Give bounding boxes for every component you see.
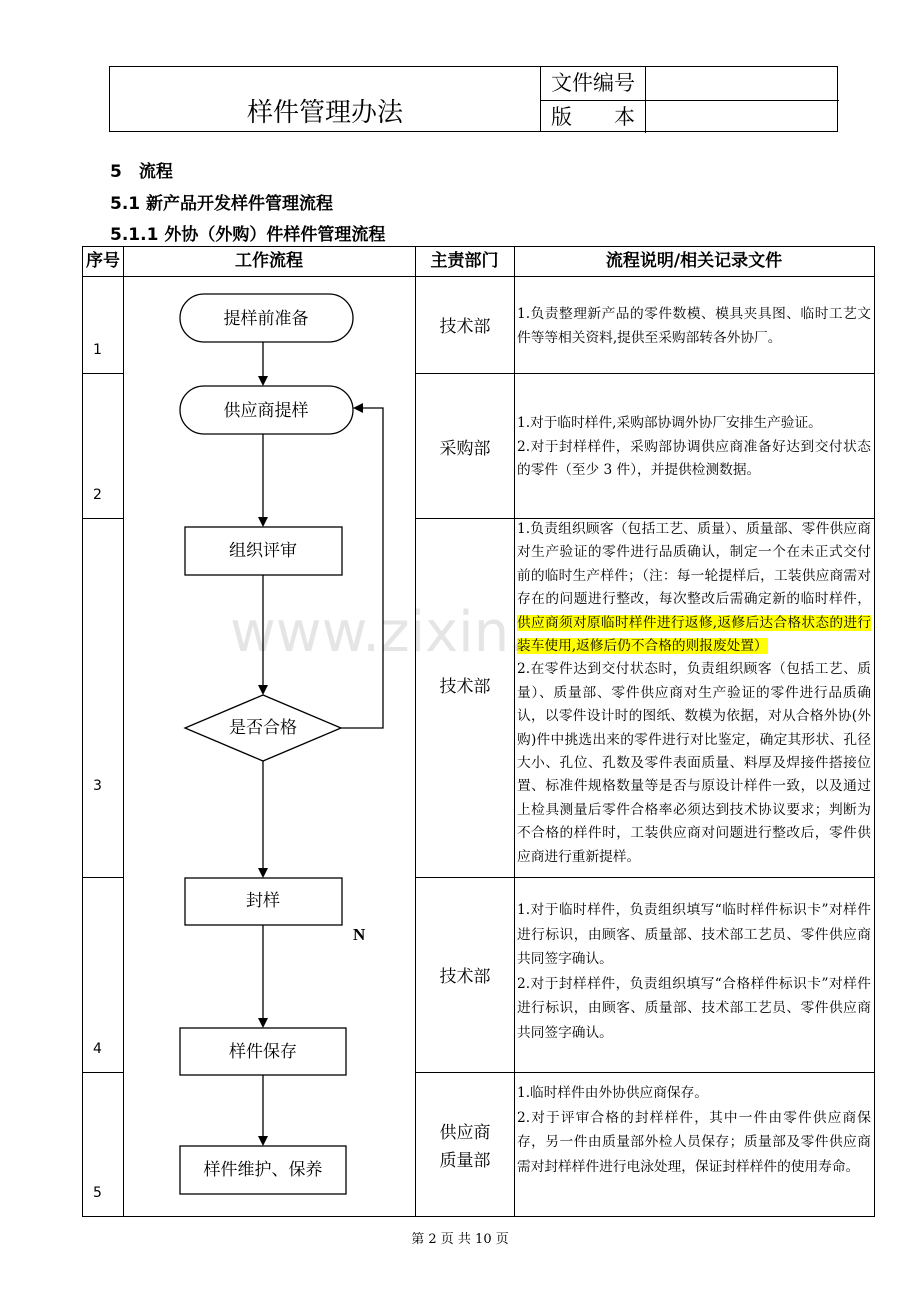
header-description: 流程说明/相关记录文件 [605, 251, 783, 271]
flow-arrow-loop [341, 408, 383, 728]
row-4-desc-1: 1.对于临时样件，负责组织填写“临时样件标识卡”对样件进行标识，由顾客、质量部、技术部工艺员、零件供应商共同签字确认。 [517, 902, 871, 967]
flow-text-supplier-sample: 供应商提样 [223, 401, 309, 421]
row-1-num: 1 [93, 342, 102, 358]
watermark: www.zixin. [230, 600, 528, 665]
section-5-1-1-heading: 5.1.1 外协（外购）件样件管理流程 [110, 225, 386, 245]
flow-text-seal: 封样 [246, 891, 280, 911]
row-5-dept-1: 供应商 [439, 1123, 491, 1143]
flow-text-storage: 样件保存 [229, 1042, 297, 1062]
flow-text-prepare: 提样前准备 [223, 309, 309, 329]
row-2-dept: 采购部 [439, 439, 491, 459]
doc-no-label: 文件编号 [541, 67, 646, 100]
row-2-desc-1: 1.对于临时样件,采购部协调外协厂安排生产验证。 [517, 415, 822, 431]
flow-text-qualified: 是否合格 [229, 718, 297, 738]
section-5-1-heading: 5.1 新产品开发样件管理流程 [110, 194, 334, 214]
flow-text-review: 组织评审 [229, 541, 297, 561]
row-3-desc-1-text: 1.负责组织顾客（包括工艺、质量）、质量部、零件供应商对生产验证的零件进行品质确认，制定一个在未正式交付前的临时生产样件；（注：每一轮提样后，工装供应商需对存在的问题进行整改，每次整改后需确定新的临时样件， [517, 521, 871, 608]
header-seq: 序号 [86, 251, 120, 271]
row-4-num: 4 [93, 1041, 102, 1057]
row-3-desc-1-highlight: 供应商须对原临时样件进行返修,返修后达合格状态的进行装车使用,返修后仍不合格的则报废处置） [517, 614, 871, 655]
row-2-num: 2 [93, 487, 102, 503]
page-footer: 第 2 页 共 10 页 [411, 1232, 509, 1247]
row-3-desc-2: 2.在零件达到交付状态时，负责组织顾客（包括工艺、质量）、质量部、零件供应商对生产验证的零件进行品质确认，以零件设计时的图纸、数模为依据，对从合格外协(外购)件中挑选出来的零件进行对比鉴定，确定其形状、孔径大小、孔位、孔数及零件表面质量、料厚及焊接件搭接位置、标准件规格数量等是否与原设计样件一致，以及通过上检具测量后零件合格率必须达到技术协议要求；判断为不合格的样件时，工装供应商对问题进行整改后，零件供应商进行重新提样。 [517, 661, 871, 865]
row-2-desc-2: 2.对于封样样件，采购部协调供应商准备好达到交付状态的零件（至少 3 件），并提供检测数据。 [517, 438, 871, 478]
row-5-desc-2: 2.对于评审合格的封样样件，其中一件由零件供应商保存，另一件由质量部外检人员保存；质量部及零件供应商需对封样样件进行电泳处理，保证封样样件的使用寿命。 [517, 1109, 871, 1175]
section-5-heading: 5 流程 [110, 162, 173, 182]
version-label: 版 本 [541, 100, 646, 133]
row-4-desc-2: 2.对于封样样件，负责组织填写“合格样件标识卡”对样件进行标识，由顾客、质量部、技术部工艺员、零件供应商共同签字确认。 [517, 975, 871, 1041]
flow-no-label: N [353, 925, 366, 944]
row-3-num: 3 [93, 778, 102, 794]
row-5-desc-1: 1.临时样件由外协供应商保存。 [517, 1085, 708, 1101]
flow-text-maintenance: 样件维护、保养 [203, 1160, 323, 1180]
row-3-dept: 技术部 [439, 677, 491, 697]
row-4-dept: 技术部 [439, 967, 491, 987]
row-1-desc-1: 1.负责整理新产品的零件数模、模具夹具图、临时工艺文件等等相关资料,提供至采购部转各外协厂。 [517, 306, 871, 346]
row-5-dept-2: 质量部 [439, 1151, 491, 1171]
row-1-dept: 技术部 [439, 317, 491, 337]
row-5-num: 5 [93, 1185, 102, 1201]
document-title: 样件管理办法 [246, 98, 403, 128]
header-workflow: 工作流程 [235, 251, 303, 271]
header-dept: 主责部门 [430, 251, 499, 271]
